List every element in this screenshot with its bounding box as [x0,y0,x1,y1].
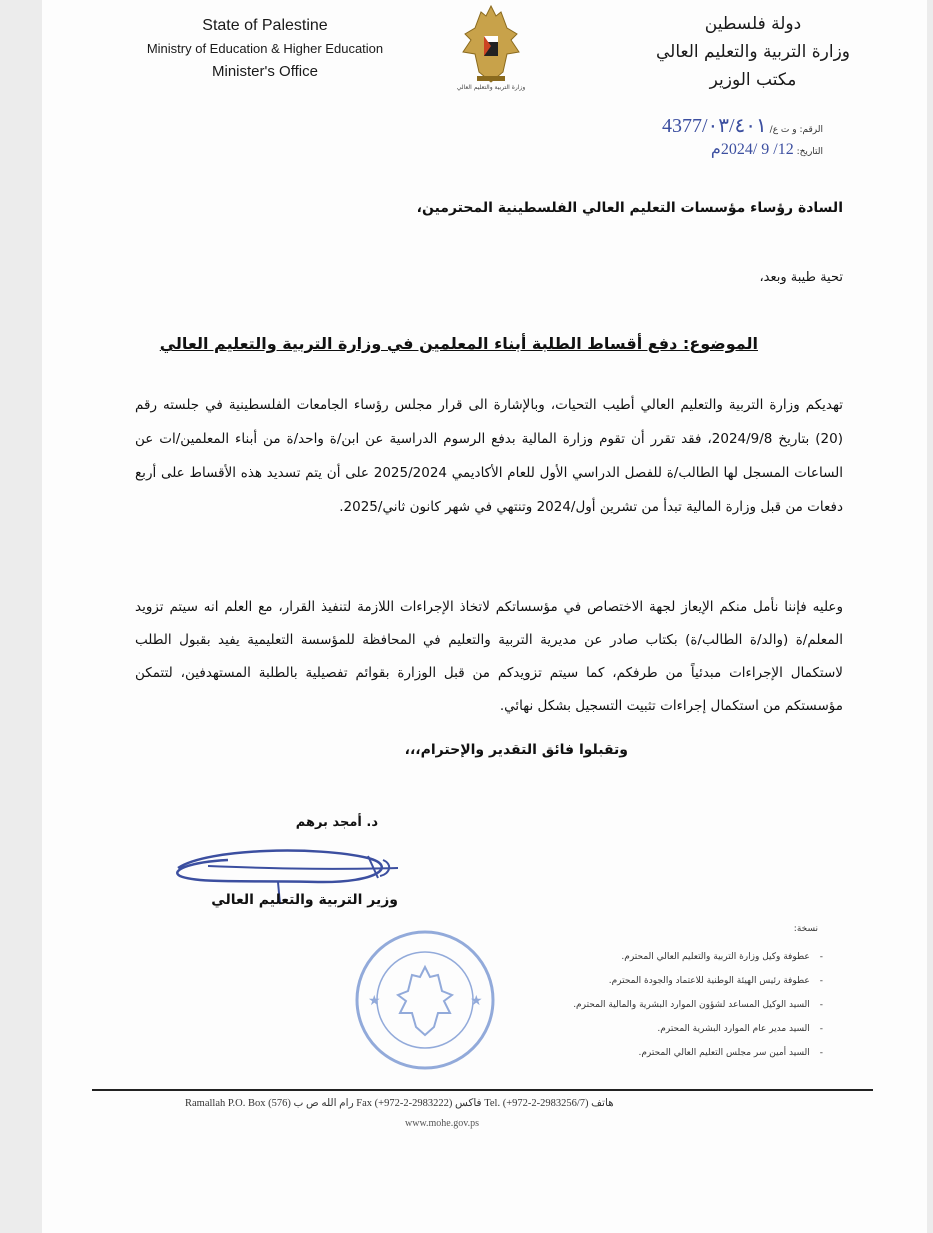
letterhead-ministry-ar: وزارة التربية والتعليم العالي [655,42,850,62]
cc-item: -عطوفة وكيل وزارة التربية والتعليم العالي المحترم. [621,952,823,962]
cc-item: -عطوفة رئيس الهيئة الوطنية للاعتماد والجودة المحترم. [608,976,823,986]
closing-line: وتقبلوا فائق التقدير والإحترام،،، [404,742,628,758]
letterhead-ministry: Ministry of Education & Higher Education [146,41,384,56]
footer-website-link[interactable]: www.mohe.gov.ps [405,1118,479,1129]
signatory-name: د. أمجد برهم [295,815,378,830]
cc-list [463,945,823,1065]
emblem-caption: وزارة التربية والتعليم العالي [456,84,526,91]
cc-label: نسخة: [793,924,818,934]
reference-number: 4377/٠٣/٤٠١ [661,115,767,137]
subject-line: الموضوع: دفع أقساط الطلبة أبناء المعلمين في وزارة التربية والتعليم العالي [159,334,758,353]
cc-item: -السيد أمين سر مجلس التعليم العالي المحترم. [638,1048,823,1058]
footer-divider [92,1089,873,1091]
reference-date: 12/ 9 /2024م [710,141,794,158]
cc-item: -السيد مدير عام الموارد البشرية المحترم. [657,1024,823,1034]
body-paragraph-1: تهديكم وزارة التربية والتعليم العالي أطيب التحيات، وبالإشارة الى قرار مجلس رؤساء الجامعات الفلسطينية في جلسته رقم (20) بتاريخ 2024/9/8، فقد تقرر أن تقوم وزارة المالية بدفع الرسوم الدراسية عن ابن/ة واحد/ة من أبناء المعلمين/ات عن الساعات المسجل لها الطالب/ة للفصل الدراسي الأول للعام الأكاديمي 2025/2024 على أن يتم تسديد هذه الأقساط على أربع دفعات من قبل وزارة المالية تبدأ من تشرين أول/2024 وتنتهي في شهر كانون ثاني/2025. [135,397,843,515]
greeting: تحية طيبة وبعد، [759,270,843,285]
body-paragraph-2: وعليه فإننا نأمل منكم الإيعاز لجهة الاختصاص في مؤسساتكم لاتخاذ الإجراءات اللازمة لتنفيذ القرار، مع العلم انه سيتم تزويد المعلم/ة (والد/ة الطالب/ة) بكتاب صادر عن مديرية التربية والتعليم في المحافظة للمؤسسة التعليمية يفيد بقبول الطلب لاستكمال الإجراءات مبدئياً من طرفكم، كما سيتم تزويدكم من قبل الوزارة بقوائم تفصيلية بالطلبة المستهدفين، لتتمكن مؤسستكم من استكمال إجراءات تثبيت التسجيل بشكل نهائي. [135,599,843,714]
reference-date-label: التاريخ: [796,147,823,157]
signatory-title: وزير التربية والتعليم العالي [211,892,398,908]
footer-contact: Ramallah P.O. Box (576) رام الله ص ب Fax (+972-2-2983222) فاكس Tel. (+972-2-2983256/7) هاتف [185,1098,614,1109]
reference-number-label: الرقم: و ت ع/ [769,125,823,135]
letterhead-state-ar: دولة فلسطين [704,14,802,34]
letterhead-state: State of Palestine [202,17,328,34]
reference-block [563,114,823,162]
letterhead-office-ar: مكتب الوزير [709,70,797,90]
addressee: السادة رؤساء مؤسسات التعليم العالي الفلسطينية المحترمين، [416,200,843,216]
svg-text:★: ★ [368,993,381,1009]
english-letterhead [120,14,410,83]
arabic-letterhead [623,10,883,94]
letterhead-office: Minister's Office [212,63,318,80]
cc-item: -السيد الوكيل المساعد لشؤون الموارد البشرية والمالية المحترم. [573,1000,823,1010]
svg-text:★: ★ [470,993,483,1009]
